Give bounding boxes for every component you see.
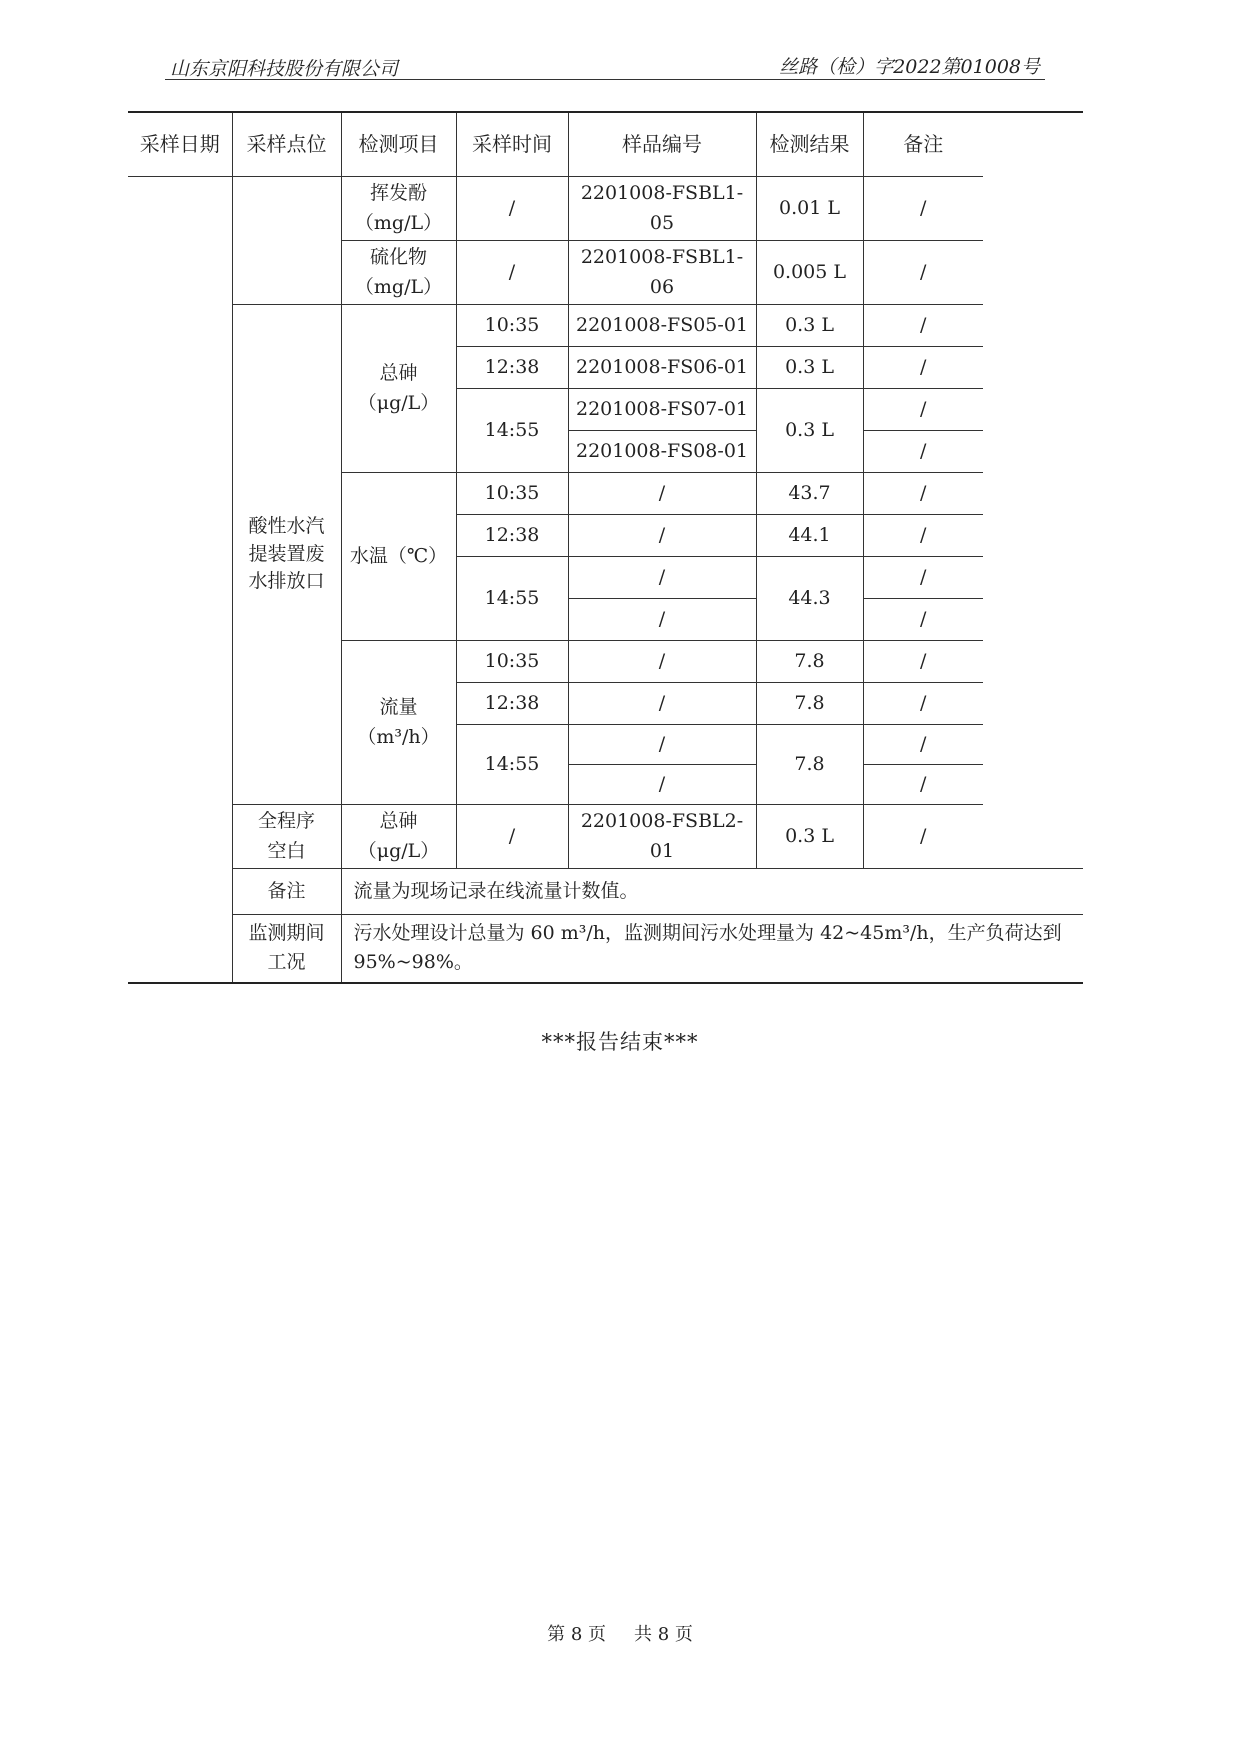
note-cell: / xyxy=(863,515,983,557)
sample-id-cell: / xyxy=(568,515,756,557)
time-cell: 10:35 xyxy=(456,473,568,515)
result-cell: 44.1 xyxy=(756,515,863,557)
time-cell: 12:38 xyxy=(456,347,568,389)
item-unit: （m³/h） xyxy=(357,725,440,748)
remarks-row xyxy=(128,869,1083,915)
table-row xyxy=(128,305,1083,347)
note-cell: / xyxy=(863,683,983,725)
item-name: 流量 xyxy=(379,696,418,719)
header-divider xyxy=(165,79,1045,80)
sample-id-cell: / xyxy=(568,683,756,725)
sample-id-cell: 2201008-FSBL2-01 xyxy=(568,805,756,869)
page-number: 第 8 页 xyxy=(547,1624,606,1645)
location-cell-blank xyxy=(232,177,341,305)
time-cell: 10:35 xyxy=(456,641,568,683)
time-cell: 14:55 xyxy=(456,389,568,473)
item-unit: （μg/L） xyxy=(357,391,440,414)
table-header-row xyxy=(128,112,1083,177)
remarks-label: 备注 xyxy=(232,869,341,915)
sample-id-cell: / xyxy=(568,599,756,641)
remarks-text: 流量为现场记录在线流量计数值。 xyxy=(341,869,1083,915)
item-name: 总砷 xyxy=(379,362,418,385)
conditions-row xyxy=(128,915,1083,983)
result-cell: 44.3 xyxy=(756,557,863,641)
note-cell: / xyxy=(863,599,983,641)
sample-id-cell: / xyxy=(568,765,756,805)
result-cell: 7.8 xyxy=(756,683,863,725)
time-cell: 14:55 xyxy=(456,725,568,805)
sample-id-cell: 2201008-FS05-01 xyxy=(568,305,756,347)
location-line: 空白 xyxy=(267,839,306,862)
note-cell: / xyxy=(863,557,983,599)
report-end-mark: ***报告结束*** xyxy=(541,1030,699,1054)
result-cell: 0.01 L xyxy=(756,177,863,241)
item-name: 总砷 xyxy=(379,810,418,833)
conditions-label-line: 工况 xyxy=(267,951,306,974)
item-cell-flow xyxy=(341,641,456,805)
col-header-item: 检测项目 xyxy=(341,112,456,177)
note-cell: / xyxy=(863,389,983,431)
result-cell: 0.005 L xyxy=(756,241,863,305)
sample-id-cell: / xyxy=(568,725,756,765)
sample-id-cell: 2201008-FSBL1-05 xyxy=(568,177,756,241)
col-header-result: 检测结果 xyxy=(756,112,863,177)
report-number: 丝路（检）字2022第01008号 xyxy=(779,56,1040,78)
time-cell: / xyxy=(456,805,568,869)
note-cell: / xyxy=(863,473,983,515)
sample-id-cell: / xyxy=(568,557,756,599)
result-cell: 0.3 L xyxy=(756,805,863,869)
results-table xyxy=(128,111,1083,984)
col-header-date: 采样日期 xyxy=(128,112,232,177)
table-row xyxy=(128,805,1083,869)
time-cell: / xyxy=(456,177,568,241)
conditions-text: 污水处理设计总量为 60 m³/h，监测期间污水处理量为 42~45m³/h，生产负荷达到95%~98%。 xyxy=(341,915,1083,983)
note-cell: / xyxy=(863,305,983,347)
date-cell xyxy=(128,177,232,983)
sample-id-cell: 2201008-FS08-01 xyxy=(568,431,756,473)
page-total: 共 8 页 xyxy=(634,1624,693,1645)
item-cell xyxy=(341,805,456,869)
sample-id-cell: 2201008-FS07-01 xyxy=(568,389,756,431)
time-cell: / xyxy=(456,241,568,305)
item-cell-arsenic xyxy=(341,305,456,473)
col-header-location: 采样点位 xyxy=(232,112,341,177)
result-cell: 7.8 xyxy=(756,641,863,683)
item-cell: 硫化物（mg/L） xyxy=(341,241,456,305)
location-line: 全程序 xyxy=(257,810,315,833)
result-cell: 43.7 xyxy=(756,473,863,515)
time-cell: 14:55 xyxy=(456,557,568,641)
item-cell-water-temp: 水温（℃） xyxy=(341,473,456,641)
note-cell: / xyxy=(863,765,983,805)
note-cell: / xyxy=(863,347,983,389)
time-cell: 12:38 xyxy=(456,515,568,557)
time-cell: 10:35 xyxy=(456,305,568,347)
sample-id-cell: / xyxy=(568,641,756,683)
col-header-sample-id: 样品编号 xyxy=(568,112,756,177)
location-cell: 酸性水汽提装置废水排放口 xyxy=(232,305,341,805)
location-cell-full-blank xyxy=(232,805,341,869)
conditions-label-line: 监测期间 xyxy=(248,922,325,944)
sample-id-cell: / xyxy=(568,473,756,515)
note-cell: / xyxy=(863,431,983,473)
table-row xyxy=(128,177,1083,241)
company-name: 山东京阳科技股份有限公司 xyxy=(170,58,399,80)
col-header-note: 备注 xyxy=(863,112,983,177)
conditions-label xyxy=(232,915,341,983)
col-header-time: 采样时间 xyxy=(456,112,568,177)
result-cell: 0.3 L xyxy=(756,305,863,347)
note-cell: / xyxy=(863,725,983,765)
sample-id-cell: 2201008-FSBL1-06 xyxy=(568,241,756,305)
note-cell: / xyxy=(863,805,983,869)
page-footer xyxy=(0,1620,1240,1646)
item-cell: 挥发酚（mg/L） xyxy=(341,177,456,241)
result-cell: 0.3 L xyxy=(756,347,863,389)
note-cell: / xyxy=(863,177,983,241)
time-cell: 12:38 xyxy=(456,683,568,725)
item-unit: （μg/L） xyxy=(357,839,440,862)
result-cell: 7.8 xyxy=(756,725,863,805)
result-cell: 0.3 L xyxy=(756,389,863,473)
note-cell: / xyxy=(863,241,983,305)
note-cell: / xyxy=(863,641,983,683)
sample-id-cell: 2201008-FS06-01 xyxy=(568,347,756,389)
